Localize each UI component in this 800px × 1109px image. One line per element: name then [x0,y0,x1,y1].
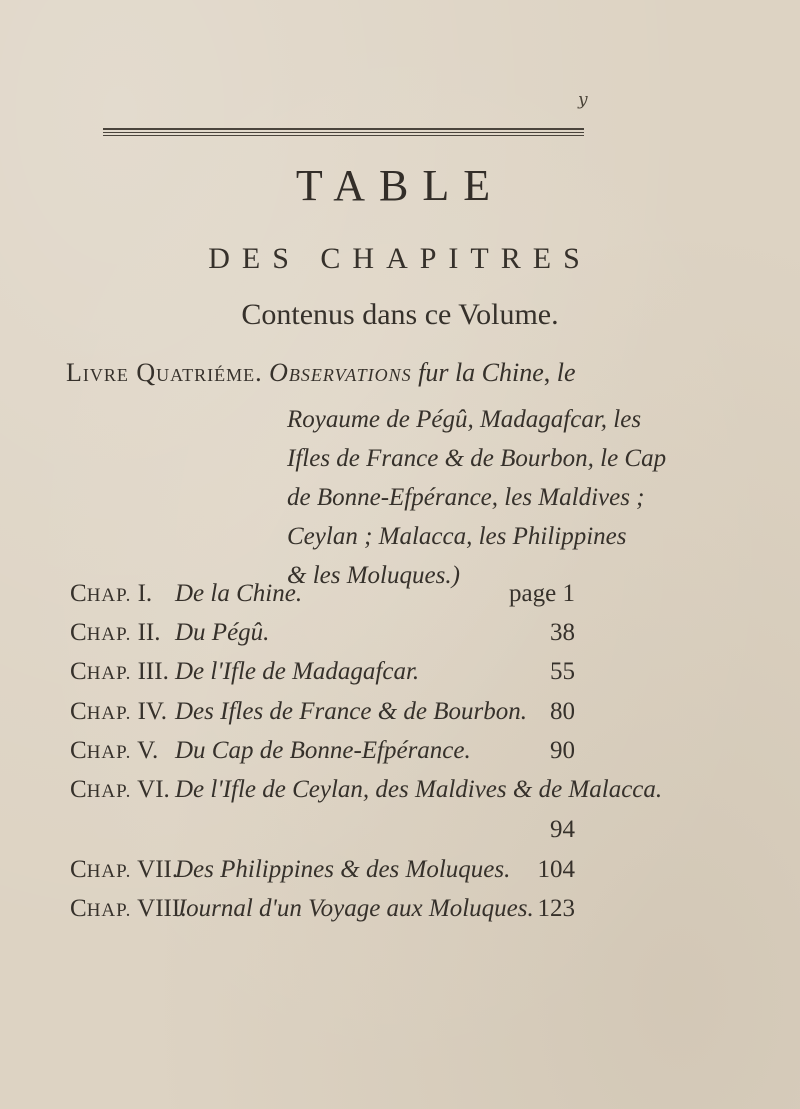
chapter-title: Des Ifles de France & de Bourbon. [175,698,528,725]
chapter-label: CHAP. IV. [70,698,168,725]
chapter-row [0,776,800,856]
description-line: Ceylan ; Malacca, les Philippines [287,523,627,550]
chapter-label: CHAP. VIII. [70,895,187,922]
page-title: TABLE [295,161,505,210]
chapter-title: De la Chine. [175,580,303,607]
chapter-label: CHAP. VI. [70,776,170,803]
livre-la: la [454,358,476,387]
chapter-page: 123 [537,895,575,922]
chapter-row [0,856,800,896]
header-rule-top [103,128,584,130]
description-line: Royaume de Pégû, Madagafcar, les [287,406,642,433]
chapter-row [0,658,800,698]
chapter-title: Du Pégû. [175,619,270,646]
page-subtitle: DES CHAPITRES [208,242,592,275]
chapter-page: 55 [550,658,575,685]
header-rule-middle [103,132,584,133]
contents-line: Contenus dans ce Volume. [241,298,559,331]
description-line: de Bonne-Efpérance, les Maldives ; [287,484,645,511]
chapter-row [0,895,800,935]
chapter-title: De l'Ifle de Madagafcar. [175,658,420,685]
chapter-row [0,698,800,738]
signature-mark: y [578,90,588,110]
chapter-label: CHAP. VII. [70,856,179,883]
chapter-label: CHAP. I. [70,580,153,607]
chapter-label: CHAP. III. [70,658,169,685]
livre-label: Livre Quatriéme. [66,358,263,387]
chapter-page: 38 [550,619,575,646]
description-line: & les Moluques.) [287,562,460,589]
chapter-label: CHAP. II. [70,619,161,646]
chapter-title: Journal d'un Voyage aux Moluques. [175,895,534,922]
chapter-title: Du Cap de Bonne-Efpérance. [175,737,471,764]
chapter-label: CHAP. V. [70,737,159,764]
chapter-page: 80 [550,698,575,725]
chapter-page: 94 [550,816,575,843]
header-rule-bottom [103,135,584,136]
chapter-title: De l'Ifle de Ceylan, des Maldives & de Malacca. [175,776,663,803]
chapter-page: page 1 [509,580,575,607]
livre-chine: Chine [481,358,544,387]
livre-heading: Livre Quatriéme. Observations fur la Chine, le [66,358,576,387]
livre-le: le [556,358,576,387]
description-line: Ifles de France & de Bourbon, le Cap [287,445,667,472]
chapter-row [0,580,800,620]
chapter-row [0,737,800,777]
livre-description [287,400,667,595]
livre-observations: Observations [269,358,412,387]
livre-fur: fur [418,358,449,387]
chapter-row [0,619,800,659]
chapter-page: 90 [550,737,575,764]
chapter-title: Des Philippines & des Moluques. [175,856,511,883]
chapter-page: 104 [537,856,575,883]
